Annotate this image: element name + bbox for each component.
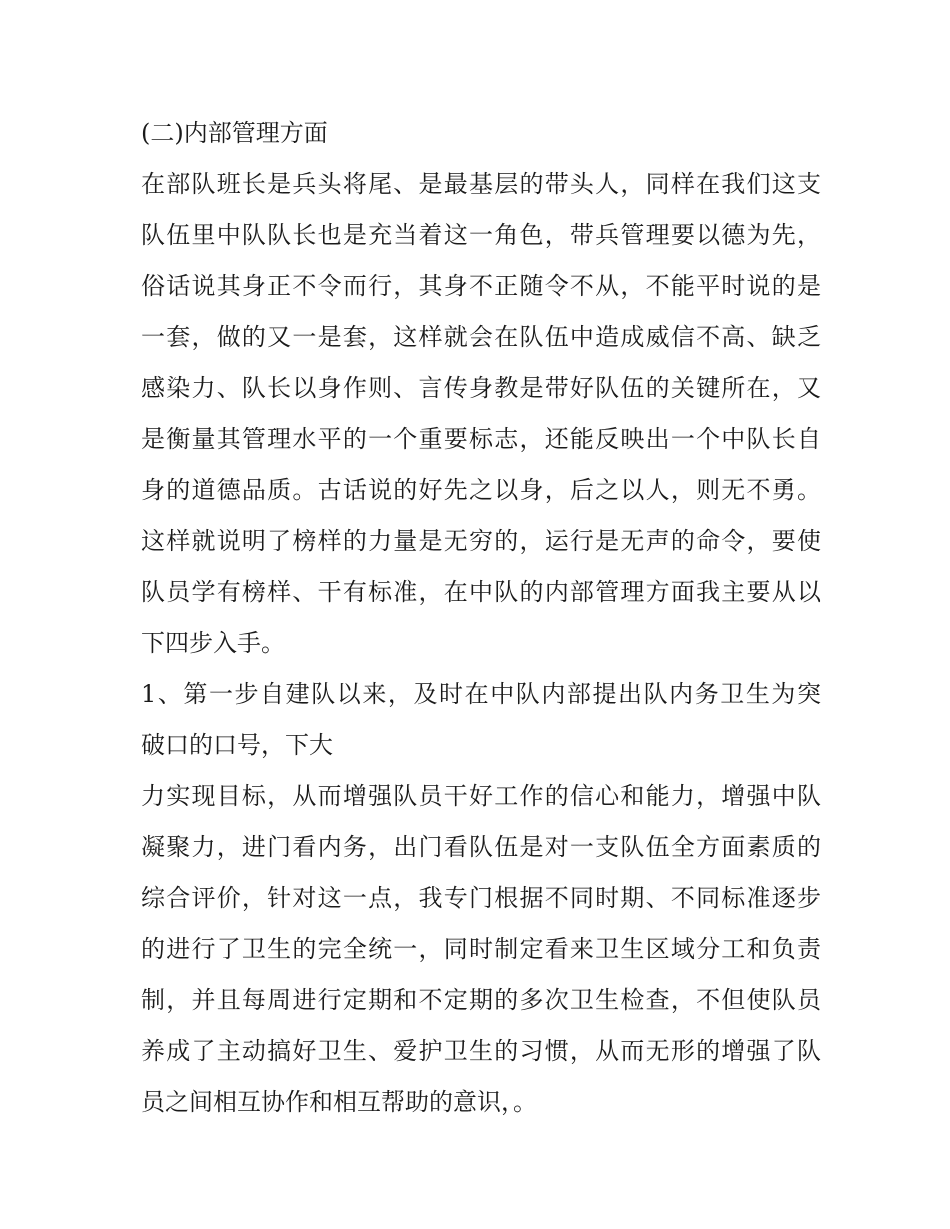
document-body: [141, 108, 821, 1128]
body-line: 这样就说明了榜样的力量是无穷的，运行是无声的命令，要使: [141, 527, 821, 555]
body-line: 队员学有榜样、干有标准，在中队的内部管理方面我主要从以: [141, 578, 821, 606]
body-line: 身的道德品质。古话说的好先之以身，后之以人，则无不勇。: [141, 476, 821, 504]
body-line: 综合评价，针对这一点，我专门根据不同时期、不同标准逐步: [141, 884, 821, 912]
section-heading: (二)内部管理方面: [141, 119, 328, 147]
body-line: 养成了主动搞好卫生、爱护卫生的习惯，从而无形的增强了队: [141, 1037, 821, 1065]
body-line: 感染力、队长以身作则、言传身教是带好队伍的关键所在，又: [141, 374, 821, 402]
list-item-line: 1、第一步自建队以来，及时在中队内部提出队内务卫生为突: [141, 680, 821, 708]
body-line: 凝聚力，进门看内务，出门看队伍是对一支队伍全方面素质的: [141, 833, 821, 861]
body-line: 的进行了卫生的完全统一，同时制定看来卫生区域分工和负责: [141, 935, 821, 963]
body-line: 是衡量其管理水平的一个重要标志，还能反映出一个中队长自: [141, 425, 821, 453]
body-line: 制，并且每周进行定期和不定期的多次卫生检查，不但使队员: [141, 986, 821, 1014]
body-line: 在部队班长是兵头将尾、是最基层的带头人，同样在我们这支: [141, 170, 821, 198]
body-line: 力实现目标，从而增强队员干好工作的信心和能力，增强中队: [141, 782, 821, 810]
body-line: 下四步入手。: [141, 629, 285, 657]
body-line: 员之间相互协作和相互帮助的意识，。: [141, 1088, 537, 1116]
list-item-line: 破口的口号，下大: [141, 731, 333, 759]
body-line: 一套，做的又一是套，这样就会在队伍中造成威信不高、缺乏: [141, 323, 821, 351]
body-line: 队伍里中队队长也是充当着这一角色，带兵管理要以德为先，: [141, 221, 821, 249]
body-line: 俗话说其身正不令而行，其身不正随令不从，不能平时说的是: [141, 272, 821, 300]
